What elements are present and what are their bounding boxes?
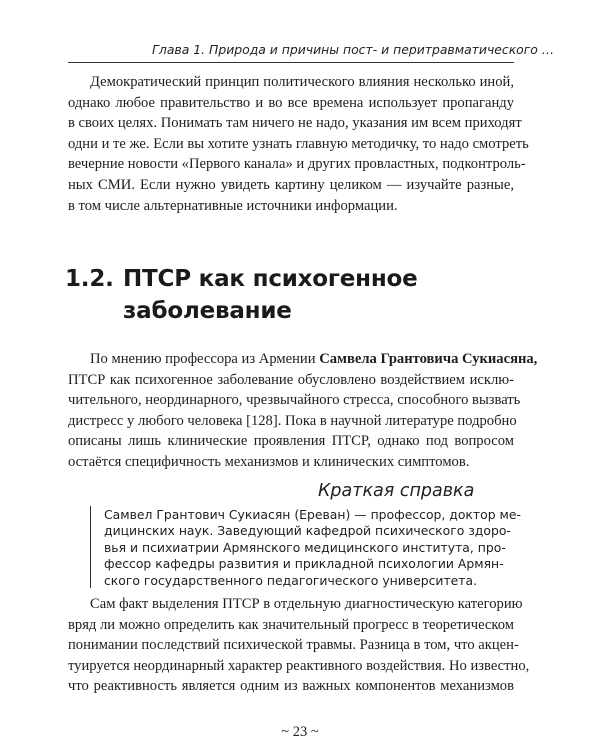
running-head: Глава 1. Природа и причины пост- и перитравматического … xyxy=(152,42,555,57)
paragraph-3 xyxy=(68,594,530,697)
paragraph-line: туируется неординарный характер реактивного воздействия. Но известно, xyxy=(68,657,530,674)
person-name: Самвела Грантовича Сукиасяна, xyxy=(319,351,538,367)
infobox-line: Самвел Грантович Сукиасян (Ереван) — профессор, доктор ме- xyxy=(104,507,521,522)
paragraph-line: чительного, неординарного, чрезвычайного стресса, способного вызвать xyxy=(68,392,521,409)
infobox-line: дицинских наук. Заведующий кафедрой психического здоро- xyxy=(104,523,511,539)
paragraph-line: одни и те же. Если вы хотите узнать главную методичку, то надо смотреть xyxy=(68,135,529,152)
paragraph-line: Сам факт выделения ПТСР в отдельную диагностическую категорию xyxy=(90,596,523,612)
paragraph-line: дистресс у любого человека [128]. Пока в научной литературе подробно xyxy=(68,412,517,429)
paragraph-line: ных СМИ. Если нужно увидеть картину целиком — изучайте разные, xyxy=(68,176,514,193)
paragraph-line: понимании последствий психической травмы. Разница в том, что акцен- xyxy=(68,637,519,654)
section-title-line: заболевание xyxy=(123,298,292,324)
paragraph-line: ПТСР как психогенное заболевание обусловлено воздействием исклю- xyxy=(68,371,514,388)
paragraph-line: Демократический принцип политического влияния несколько иной, xyxy=(90,74,514,90)
paragraph-1 xyxy=(68,72,529,216)
section-number: 1.2. xyxy=(65,266,114,292)
infobox-line: фессор кафедры развития и прикладной психологии Армян- xyxy=(104,556,504,572)
infobox-rule xyxy=(90,506,91,588)
paragraph-line: вечерние новости «Первого канала» и других провластных, подконтроль- xyxy=(68,156,526,173)
page-number: ~ 23 ~ xyxy=(281,724,319,740)
paragraph-2 xyxy=(68,349,538,473)
paragraph-line: в том числе альтернативные источники информации. xyxy=(68,197,398,214)
paragraph-line: в своих целях. Понимать там ничего не надо, указания им всем приходят xyxy=(68,115,522,132)
infobox-line: вья и психиатрии Армянского медицинского института, про- xyxy=(104,539,506,555)
paragraph-line: описаны лишь клинические проявления ПТСР, однако под вопросом xyxy=(68,433,514,450)
paragraph-line: что реактивность является одним из важных компонентов механизмов xyxy=(68,678,514,695)
header-rule xyxy=(68,62,514,63)
paragraph-line: вряд ли можно определить как значительный прогресс в теоретическом xyxy=(68,616,514,633)
infobox-line: ского государственного педагогического университета. xyxy=(104,572,478,588)
section-title-line: ПТСР как психогенное xyxy=(123,266,418,292)
paragraph-line: однако любое правительство и во все времена использует пропаганду xyxy=(68,94,514,111)
infobox-title: Краткая справка xyxy=(318,481,475,501)
infobox-body xyxy=(104,507,521,589)
paragraph-text: По мнению профессора из Армении xyxy=(90,351,320,367)
paragraph-line xyxy=(68,349,538,370)
paragraph-line: остаётся специфичность механизмов и клинических симптомов. xyxy=(68,453,470,470)
